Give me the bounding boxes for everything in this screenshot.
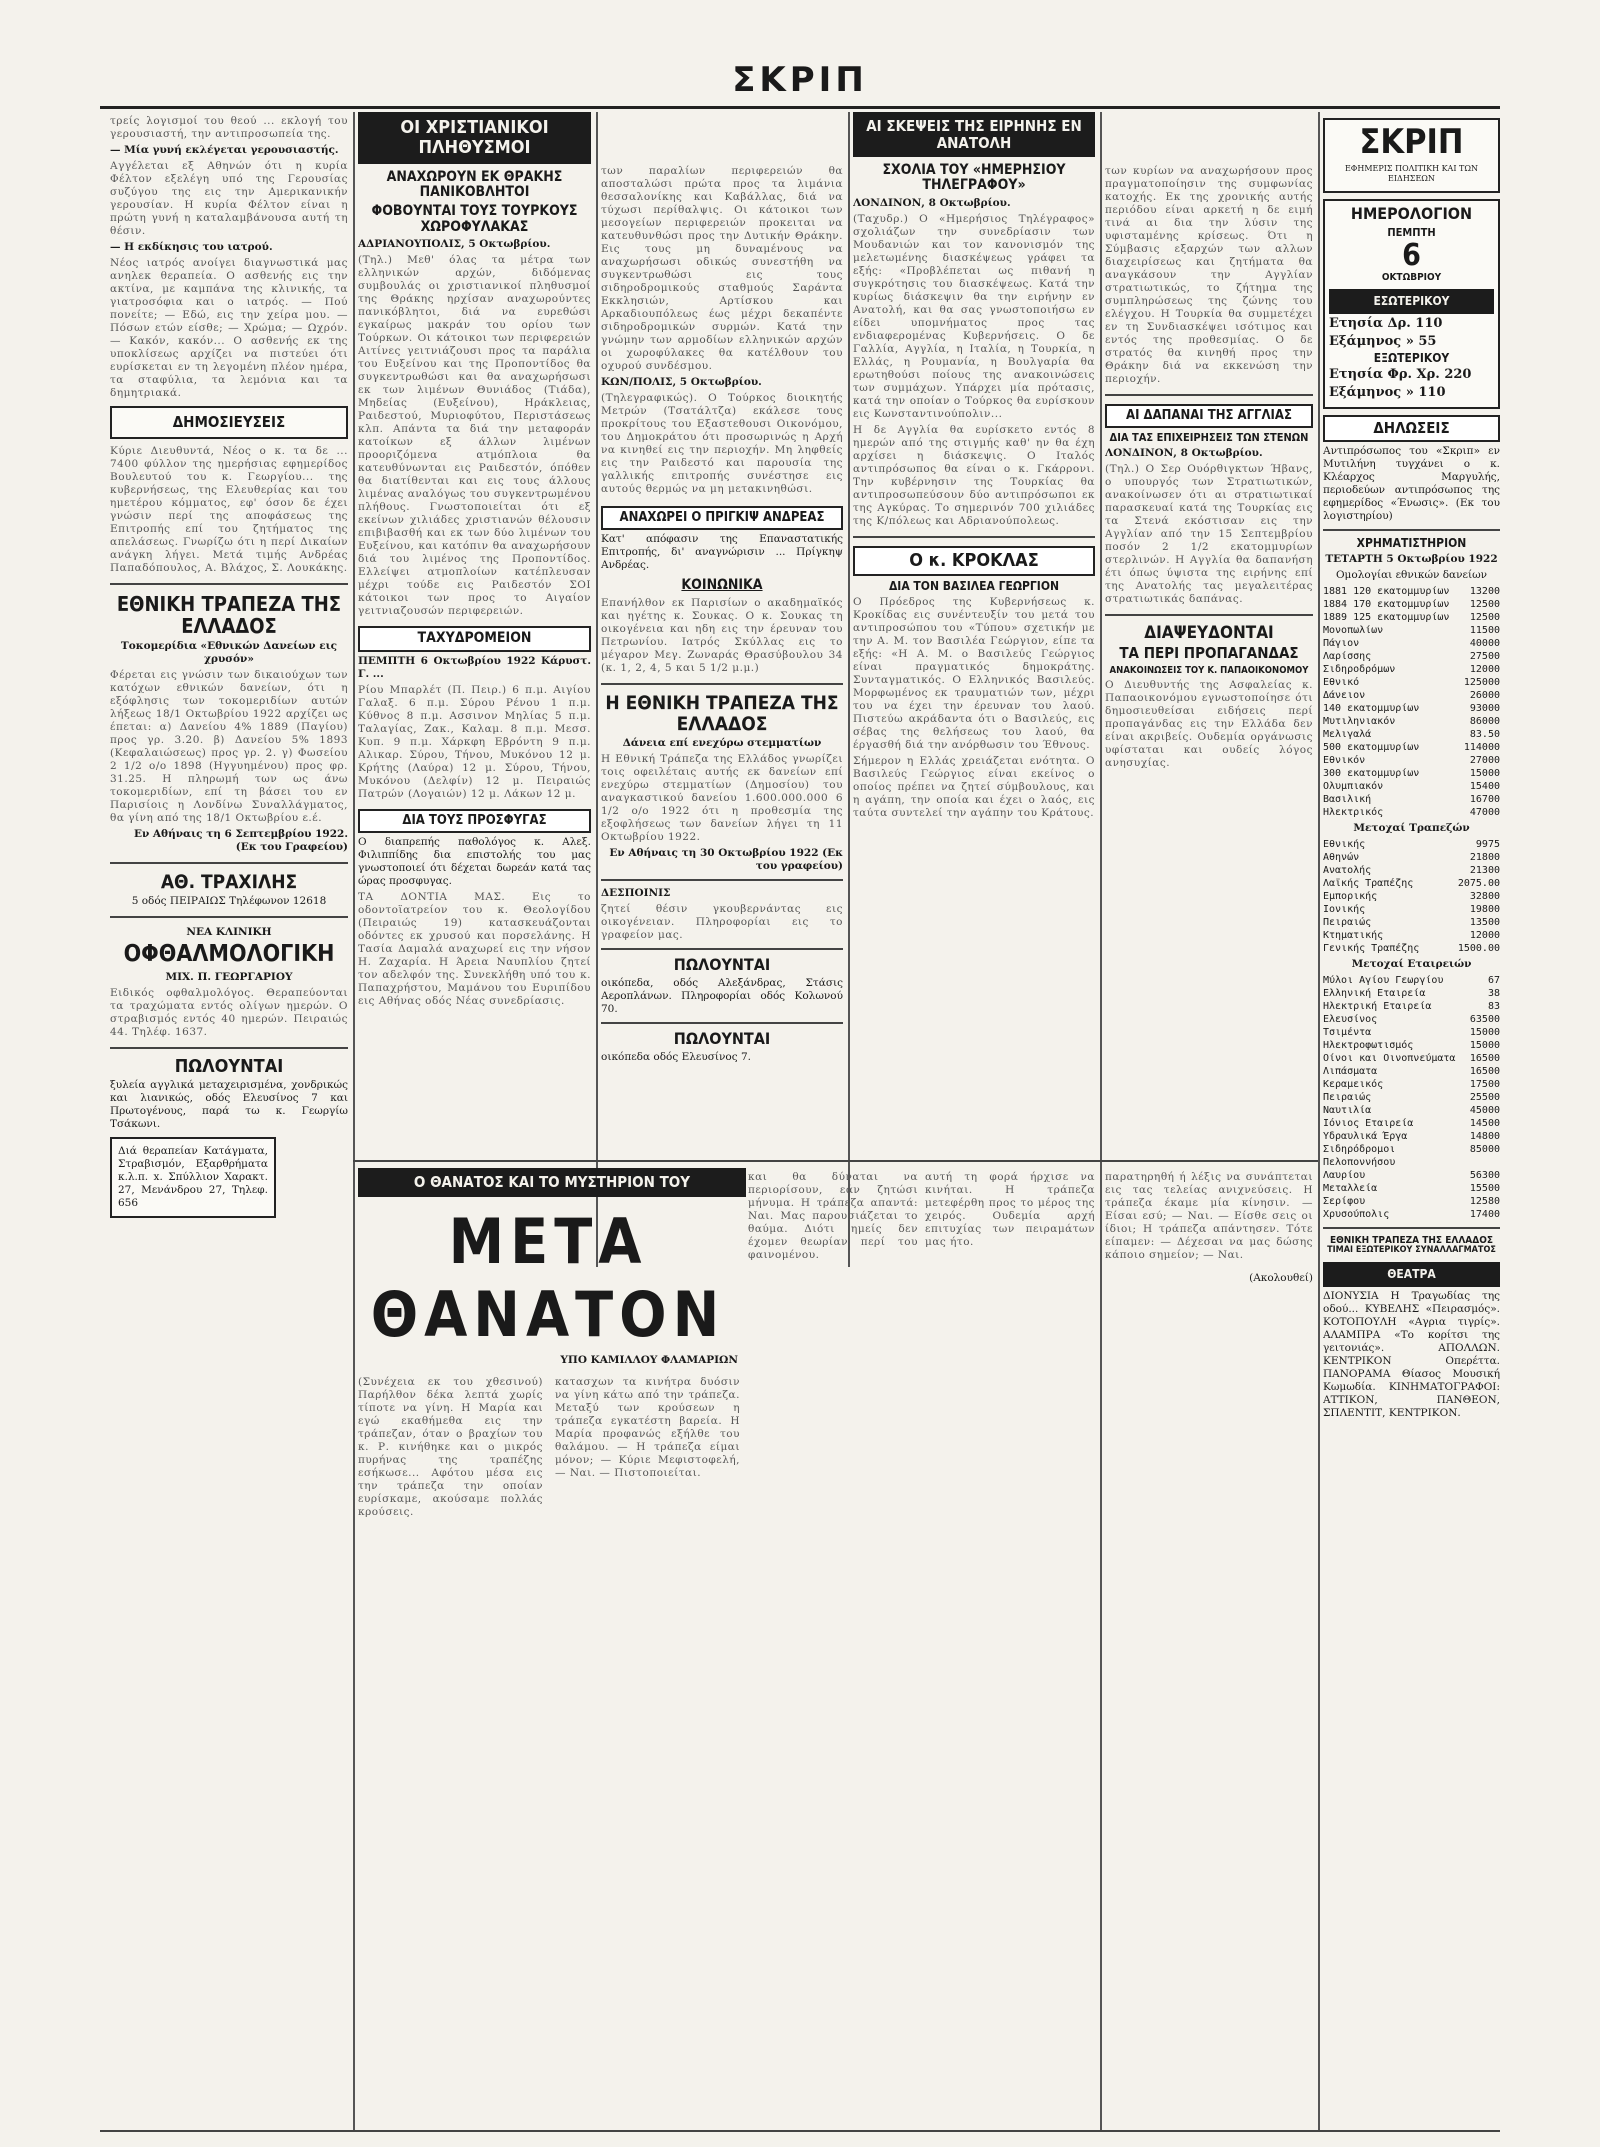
- subscription-line: Ετησία Δρ. 110: [1329, 316, 1443, 332]
- rate-name: Πειραιώς: [1323, 1092, 1372, 1104]
- feature-article-right: [748, 1168, 1095, 2128]
- text-block: κατασχων τα κινήτρα δυόσιν να γίνη κάτω από την τράπεζα. Μεταξύ των κρούσεων η τράπεζα εγκατέστη βαρεία. Η Μαρία προφανώς εξήλθε του θαλάμου. — Η τράπεζα είμαι μόνον; — Κύριε Μεφιστοφελή, — Ναι. — Πιστοποιείται.: [555, 1375, 740, 1479]
- rate-value: 12580: [1469, 1196, 1500, 1208]
- rate-name: Κτηματικής: [1323, 930, 1384, 942]
- column-divider: [1100, 112, 1102, 2132]
- feature-article-continuation: [1105, 1168, 1313, 2128]
- market-table: [1323, 585, 1500, 819]
- rate-name: Ιόνιος Εταιρεία: [1323, 1118, 1414, 1130]
- rate-name: Υδραυλικά Έργα: [1323, 1131, 1408, 1143]
- headline: — Η εκδίκησις του ιατρού.: [110, 241, 273, 253]
- text-block: ζητεί θέσιν γκουβερνάντας εις οικογένειαν. Πληροφορίαι εις το γραφείον μας.: [601, 903, 843, 942]
- rate-row: [1323, 929, 1500, 942]
- rate-name: Ιονικής: [1323, 904, 1366, 916]
- therapy-ad: Διά θεραπείαν Κατάγματα, Στραβισμόν, Εξαρθρήματα κ.λ.π. x. Σπύλλιον Χαρακτ. 27, Μενάνδρου 27, Τηλεφ. 656: [110, 1137, 276, 1218]
- rate-row: [1323, 890, 1500, 903]
- bank-notice-subtitle: Τοκομερίδια «Εθνικών Δανείων εις χρυσόν»: [120, 639, 338, 665]
- rate-row: [1323, 585, 1500, 598]
- bank-notice-signature: Εν Αθήναις τη 6 Σεπτεμβρίου 1922. (Εκ του Γραφείου): [133, 827, 348, 853]
- fx-title: ΕΘΝΙΚΗ ΤΡΑΠΕΖΑ ΤΗΣ ΕΛΛΑΔΟΣ: [1329, 1235, 1494, 1247]
- rate-row: [1323, 793, 1500, 806]
- article-subtitle: ΤΑ ΠΕΡΙ ΠΡΟΠΑΓΑΝΔΑΣ: [1119, 644, 1299, 663]
- rate-row: [1323, 715, 1500, 728]
- rate-value: 15500: [1469, 1183, 1500, 1195]
- rate-row: [1323, 916, 1500, 929]
- rate-name: Ελληνική Εταιρεία: [1323, 988, 1426, 1000]
- table-subtitle: Μετοχαί Εταιρειών: [1351, 958, 1472, 971]
- text-block: Νέος ιατρός ανοίγει διαγνωστικά μας ανηλεκ θεραπεία. Ο ασθενής εις την ακτίνα, με καμπάνα της κλινικής, τα γιατροσόφια και ο ιατρός. — Πού πονείτε; — Εδώ, εις την χείρα μου. — Πόσων ετών είσθε; — Χρώμα; — Ωχρόν. — Κακόν, κακόν... Ο ασθενής εκ της υποκλίσεως αρχίζει να πιστεύει ότι ευρίσκεται εν τη λεγομένη πλέον ημέρα, τα σταφύλια, τα λεμόνια και τα δημητριακά.: [110, 257, 348, 399]
- bank-notice-subtitle: Δάνεια επί ενεχύρω στεμματίων: [622, 737, 822, 750]
- rate-name: Εθνικόν: [1323, 755, 1366, 767]
- rate-value: 14800: [1469, 1131, 1500, 1143]
- rate-row: [1323, 663, 1500, 676]
- sale-text: ξυλεία αγγλικά μεταχειρισμένα, χονδρικώς και λιανικώς, οδός Ελευσίνος 7 και Πρωτογένους, παρά τω κ. Γεωργίω Τσάκωνι.: [110, 1079, 348, 1131]
- article-title: ΑΙ ΔΑΠΑΝΑΙ ΤΗΣ ΑΓΓΛΙΑΣ: [1105, 404, 1313, 428]
- rate-row: [1323, 1169, 1500, 1182]
- text-block: (Συνέχεια εκ του χθεσινού) Παρήλθον δέκα λεπτά χωρίς τίποτε να γίνη. Η Μαρία και εγώ εκαθήμεθα εις την τράπεζαν, όταν ο βραχίων του κ. Ρ. κινήθηκε και ο μικρός πυρήνας της τραπέζης εσήκωσε... Αφότου μέσα εις την τράπεζα την οποίαν ευρίσκαμε, ακούσαμε πολλάς κρούσεις.: [358, 1375, 543, 1518]
- rate-name: Μονοπωλίων: [1323, 625, 1384, 637]
- rate-name: Σιδηροδρόμων: [1323, 664, 1396, 676]
- rate-row: [1323, 903, 1500, 916]
- article-title: ΟΙ ΧΡΙΣΤΙΑΝΙΚΟΙ ΠΛΗΘΥΣΜΟΙ: [358, 112, 591, 164]
- market-subtitle: Ομολογίαι εθνικών δανείων: [1335, 569, 1488, 582]
- refugees-text: Ο διαπρεπής παθολόγος κ. Αλεξ. Φιλιππίδης δια επιστολής του μας γνωστοποιεί ότι δέχεται δωρεάν κατά τας ώρας προσφυγας.: [358, 835, 591, 887]
- rate-row: [1323, 877, 1500, 890]
- rate-name: Ολυμπιακόν: [1323, 781, 1384, 793]
- calendar-box: [1323, 199, 1500, 409]
- rate-row: [1323, 1026, 1500, 1039]
- declaration-text: Αντιπρόσωπος του «Σκριπ» εν Μυτιλήνη τυγχάνει ο κ. Κλέαρχος Μαργυλής, περιοδεύων αντιπρόσωπος της εφημερίδος «Ένωσις». (Εκ του λογιστηρίου): [1323, 444, 1500, 522]
- rate-name: 300 εκατομμυρίων: [1323, 768, 1420, 780]
- rate-name: Βασιλική: [1323, 794, 1372, 806]
- rate-value: 93000: [1469, 703, 1500, 715]
- text-block: (Ταχυδρ.) Ο «Ημερήσιος Τηλέγραφος» σχολιάζων την συνεδρίασιν των Μουδανιών και τον κανονισμόν της μελετωμένης διασκέψεως γράφει τα εξής: «Προβλέπεται ως πιθανή η συγκρότησις του διασκέψεως. Κατά την κυρίως διάσκεψιν θα την ειρήνην εν Ανατολή, και θα σας γνωστοποιήσω εν είδει υπομνήματος προς τας ενδιαφερομένας Κυβερνήσεις. Ο δε Γαλλία, Αγγλία, η Ιταλία, η Τουρκία, η Ελλάς, η Ρουμανία, η Βουλγαρία θα ερωτηθούσι ποίους της ανακοινώσεις των συμμάχων. Υπάρχει μία πρότασις, κατά την οποίαν ο Τούρκος θα ευρίσκουν εις Κωνσταντινούπολιν...: [853, 212, 1095, 420]
- dateline: ΛΟΝΔΙΝΟΝ, 8 Οκτωβρίου.: [1105, 447, 1263, 460]
- rate-name: 140 εκατομμυρίων: [1323, 703, 1420, 715]
- rate-row: [1323, 650, 1500, 663]
- column-divider: [353, 112, 355, 2132]
- rate-name: Μυτιληνιακόν: [1323, 716, 1396, 728]
- dateline: ΛΟΝΔΙΝΟΝ, 8 Οκτωβρίου.: [853, 196, 1011, 209]
- rate-name: Ναυτιλία: [1323, 1105, 1372, 1117]
- article-title: Ο κ. ΚΡΟΚΛΑΣ: [853, 546, 1095, 576]
- dateline: ΑΔΡΙΑΝΟΥΠΟΛΙΣ, 5 Οκτωβρίου.: [358, 238, 551, 251]
- rate-name: Γενικής Τραπέζης: [1323, 943, 1420, 955]
- rule: [1323, 529, 1500, 531]
- column-5: [1105, 112, 1313, 1262]
- rate-value: 1500.00: [1457, 943, 1500, 955]
- subscription-line: Εξάμηνος » 55: [1329, 333, 1437, 349]
- text-block: Αγγέλεται εξ Αθηνών ότι η κυρία Φέλτον εξελέγη υπό της Γερουσίας συζύγου της εις την Αμερικανικήν γερουσίαν. Η κυρία Φέλτον είναι η πρώτη γυνή η καταλαμβάνουσα αυτή τη θέσιν.: [110, 160, 348, 237]
- rate-name: Μεταλλεία: [1323, 1183, 1378, 1195]
- rule: [110, 583, 348, 585]
- text-block: Σήμερον η Ελλάς χρειάζεται ενότητα. Ο Βασιλεύς Γεώργιος είναι εκείνος ο οποίος πρέπει να ζητεί σύμβουλους, και η αγάπη, την οποία και έχει ο λαός, εις ταύτα συντελεί την αγάπην του Κράτους.: [853, 754, 1095, 819]
- rate-row: [1323, 1143, 1500, 1169]
- subscription-domestic-title: ΕΣΩΤΕΡΙΚΟΥ: [1329, 289, 1494, 314]
- rate-row: [1323, 806, 1500, 819]
- rule: [1105, 614, 1313, 616]
- sale-title: ΠΩΛΟΥΝΤΑΙ: [174, 1055, 284, 1077]
- rate-value: 17400: [1469, 1209, 1500, 1221]
- continued-marker: (Ακολουθεί): [1249, 1272, 1313, 1284]
- sale-title: ΠΩΛΟΥΝΤΑΙ: [673, 955, 771, 975]
- article-subtitle: ΑΝΑΚΟΙΝΩΣΕΙΣ ΤΟΥ Κ. ΠΑΠΑΟΙΚΟΝΟΜΟΥ: [1109, 664, 1309, 676]
- dateline: ΚΩΝ/ΠΟΛΙΣ, 5 Οκτωβρίου.: [601, 376, 762, 388]
- rate-value: 2075.00: [1457, 878, 1500, 890]
- rate-value: 14500: [1469, 1118, 1500, 1130]
- text-block: Η Εθνική Τράπεζα της Ελλάδος γνωρίζει τοις οφειλέταις αυτής εκ δανείων επί ενεχύρω στεμματίων (Δημοσίου) του αναγκαστικού δανείου 1.600.000.000 6 1/2 ο/ο 1922 ότι η προθεσμία της εξοφλήσεως των δανείων λήγει τη 11 Οκτωβρίου 1922.: [601, 753, 843, 844]
- bottom-rule: [100, 2130, 1500, 2132]
- rate-name: Πάγιον: [1323, 638, 1360, 650]
- text-block: Ο Διευθυντής της Ασφαλείας κ. Παπαοικονόμου εγνωστοποίησε ότι δημοσιευθείσαι ειδήσεις περί προπαγάνδας εις την Ελλάδα δεν είναι ακριβείς. Ουδεμία οργάνωσις υφίσταται και ουδείς λόγος ανησυχίας.: [1105, 679, 1313, 770]
- rate-value: 13200: [1469, 586, 1500, 598]
- rate-row: [1323, 637, 1500, 650]
- rate-row: [1323, 689, 1500, 702]
- column-divider: [1318, 112, 1320, 2132]
- rate-value: 85000: [1469, 1144, 1500, 1156]
- text-block: Κύριε Διευθυντά, Νέος ο κ. τα δε ... 7400 φύλλον της ημερήσιας εφημερίδος Βουλευτού του κ. Γεωργίου... της κυβερνήσεως, της Ελευθερίας και του ημετέρου κόμματος, εφ' όσον δε έχει γνώσιν περί της αποφάσεως της Επιτροπής επί του ζητήματος της απελάσεως. Γνωρίζω ότι η περί Δικαίων ανάγκη λήγει. Μετά τιμής Ανδρέας Παπαδόπουλος, Α. Βλάχος, Σ. Λουκάκης.: [110, 444, 348, 574]
- andreas-text: Κατ' απόφασιν της Επαναστατικής Επιτροπής, δι' αναγνώρισιν ... Πρίγκηψ Ανδρέας.: [601, 533, 843, 572]
- section-title: ΔΗΛΩΣΕΙΣ: [1323, 415, 1500, 442]
- rate-value: 67: [1487, 975, 1500, 987]
- rate-name: Πειραιώς: [1323, 917, 1372, 929]
- column-divider: [848, 112, 850, 1267]
- rate-name: 1881 120 εκατομμυρίων: [1323, 586, 1450, 598]
- rate-row: [1323, 1208, 1500, 1221]
- column-divider: [596, 112, 598, 1267]
- sale-title: ΠΩΛΟΥΝΤΑΙ: [673, 1029, 771, 1049]
- text-block: Ειδικός οφθαλμολόγος. Θεραπεύονται τα τραχώματα εντός ολίγων ημερών. Ο στραβισμός εντός 40 ημερών. Πειραιώς 44. Τηλέφ. 1637.: [110, 986, 348, 1038]
- text-block: Ρίου Μπαρλέτ (Π. Πειρ.) 6 π.μ. Αιγίου Γαλαξ. 6 π.μ. Σύρου Ρένου 1 π.μ. Κύθνος 8 π.μ. Ασσινον Μηλίας 5 π.μ. Ταλαγίας, Ζακ., Καλαμ. 8 π.μ. Μεσσ. Κυπ. 9 π.μ. Χάρκφη Εβρόντη 9 π.μ. Αλικαρ. Σύρου, Τήνου, Μυκόνου 12 μ. Κρήτης (Λαύρα) 12 μ. Σύρου, Τήνου, Μυκόνου (Δελφίν) 12 μ. Πειραιώς Πατρών (Λογαιών) 12 μ. Λάκων 12 μ.: [358, 683, 591, 800]
- calendar-day: 6: [1402, 238, 1421, 274]
- rate-value: 12000: [1469, 664, 1500, 676]
- column-6: [1323, 112, 1500, 2132]
- rate-row: [1323, 1117, 1500, 1130]
- masthead: ΣΚΡΙΠ: [732, 60, 868, 100]
- rate-name: Ηλεκτροφωτισμός: [1323, 1040, 1414, 1052]
- article-subtitle: ΑΝΑΧΩΡΟΥΝ ΕΚ ΘΡΑΚΗΣ ΠΑΝΙΚΟΒΛΗΤΟΙ: [386, 168, 563, 200]
- rule: [601, 948, 843, 950]
- section-title: ΑΝΑΧΩΡΕΙ Ο ΠΡΙΓΚΙΨ ΑΝΔΡΕΑΣ: [601, 506, 843, 530]
- table-subtitle: Μετοχαί Τραπεζών: [1353, 822, 1470, 835]
- rate-value: 45000: [1469, 1105, 1500, 1117]
- rate-name: Ηλεκτρικός: [1323, 807, 1384, 819]
- rate-name: Τσιμέντα: [1323, 1027, 1372, 1039]
- feature-title: ΜΕΤΑ ΘΑΝΑΤΟΝ: [370, 1204, 726, 1351]
- bank-notice-signature: Εν Αθήναις τη 30 Οκτωβρίου 1922 (Εκ του γραφείου): [609, 847, 843, 873]
- clinic-doctor: ΜΙΧ. Π. ΓΕΩΡΓΑΡΙΟΥ: [165, 970, 293, 983]
- rate-value: 38: [1487, 988, 1500, 1000]
- rate-name: Λαϊκής Τραπέζης: [1323, 878, 1414, 890]
- rate-row: [1323, 1065, 1500, 1078]
- subscription-foreign-title: ΕΞΩΤΕΡΙΚΟΥ: [1373, 351, 1450, 366]
- rate-name: Κεραμεικός: [1323, 1079, 1384, 1091]
- rate-name: 1889 125 εκατομμυρίων: [1323, 612, 1450, 624]
- rate-name: Εθνικό: [1323, 677, 1360, 689]
- column-4: [853, 112, 1095, 1262]
- rate-name: Λαρίσσης: [1323, 651, 1372, 663]
- feature-byline: ΥΠΟ ΚΑΜΙΛΛΟΥ ΦΛΑΜΑΡΙΩΝ: [560, 1353, 738, 1366]
- spacer: [601, 112, 843, 162]
- rate-row: [1323, 624, 1500, 637]
- rate-value: 15000: [1469, 1040, 1500, 1052]
- rule: [601, 879, 843, 881]
- rate-row: [1323, 741, 1500, 754]
- paper-title: ΣΚΡΙΠ: [1359, 122, 1464, 162]
- section-title: ΘΕΑΤΡΑ: [1323, 1262, 1500, 1287]
- rate-row: [1323, 987, 1500, 1000]
- rule: [110, 916, 348, 918]
- rate-value: 26000: [1469, 690, 1500, 702]
- rate-name: Σερίφου: [1323, 1196, 1366, 1208]
- rate-row: [1323, 851, 1500, 864]
- text-block: παρατηρηθή ή λέξις να συνάπτεται εις τας τελείας ανιχνεύσεις. Η τράπεζα έκαμε μία κίνησιν. — Είσαι εσύ; — Ναι. — Είσθε σεις οι ίδιοι; Η τράπεζα απάντησεν. Τότε είπαμεν: — Δέχεσαι να μας δώσης κάποιο σημείον; — Ναι.: [1105, 1171, 1313, 1261]
- headline: — Μία γυνή εκλέγεται γερουσιαστής.: [110, 144, 339, 156]
- rate-value: 16700: [1469, 794, 1500, 806]
- rate-value: 15400: [1469, 781, 1500, 793]
- rate-name: Αθηνών: [1323, 852, 1360, 864]
- section-title: ΔΗΜΟΣΙΕΥΣΕΙΣ: [110, 406, 348, 439]
- feature-kicker: Ο ΘΑΝΑΤΟΣ ΚΑΙ ΤΟ ΜΥΣΤΗΡΙΟΝ ΤΟΥ: [358, 1168, 746, 1197]
- rate-name: Λιπάσματα: [1323, 1066, 1378, 1078]
- rate-value: 83: [1487, 1001, 1500, 1013]
- rate-value: 16500: [1469, 1066, 1500, 1078]
- rate-name: Ανατολής: [1323, 865, 1372, 877]
- rate-value: 15000: [1469, 1027, 1500, 1039]
- rate-value: 86000: [1469, 716, 1500, 728]
- section-title: ΚΟΙΝΩΝΙΚΑ: [681, 577, 763, 594]
- travel-text: ΠΕΜΠΤΗ 6 Οκτωβρίου 1922 Κάρυστ. Γ. ...: [358, 654, 591, 680]
- article-subtitle: ΣΧΟΛΙΑ ΤΟΥ «ΗΜΕΡΗΣΙΟΥ ΤΗΛΕΓΡΑΦΟΥ»: [882, 162, 1066, 194]
- text-block: και θα δύναται να περιορίσουν, εάν ζητώσι μήνυμα. Η τράπεζα απαντά: Ναι. Μας παρουσιάζεται το θαύμα. Διότι ημείς δεν έχομεν θεωρίαν περί του φαινομένου.: [748, 1171, 918, 1261]
- sale-text: οικόπεδα, οδός Αλεξάνδρας, Στάσις Αεροπλάνων. Πληροφορίαι οδός Κολωνού 70.: [601, 977, 843, 1016]
- rate-row: [1323, 1052, 1500, 1065]
- rate-value: 47000: [1469, 807, 1500, 819]
- rate-name: 500 εκατομμυρίων: [1323, 742, 1420, 754]
- rule: [1105, 394, 1313, 396]
- bank-shares-table: [1323, 838, 1500, 955]
- rate-name: Σιδηρόδρομοι Πελοποννήσου: [1323, 1144, 1396, 1169]
- rate-row: [1323, 676, 1500, 689]
- rate-value: 13500: [1469, 917, 1500, 929]
- text-block: (Τηλ.) Μεθ' όλας τα μέτρα των ελληνικών αρχών, διδόμενας συμβουλάς οι χριστιανικοί πληθυσμοί της Θράκης ηρχίσαν αναχωρούντες πανικόβλητοι, διά να ευρεθώσι εγκαίρως μακράν του ορίου των Τούρκων. Οι κάτοικοι των περιφερειών Αιτίνες γειτνιάζουσι προς τα παράλια του Ευξείνου και της Προποντίδος θα συγκεντρωθώσι και θα αναχωρήσωσι εκ των λιμένων Θυνιάδος (Τιάδα), Μηδείας (Ευξείνου), Ηράκλειας, Ραιδεστού, Μυριοφύτου, Περιστάσεως κλπ. Απάντα τα διά την μεταφοράν κατοίκων εξ άλλων λιμένων προοριζόμενα ατμόπλοια θα κατευθύνωνται εις Ραιδεστόν, όπόθεν θα διατίθενται και εις τους άλλους λιμένας αναλόγως του συγκεντρωμένου πλήθους. Γνωστοποιείται ότι εξ εκείνων χιλιάδες χριστιανών θέλουσιν επιβιβασθή και εκ των δύο λιμένων του Ευξείνου, και κατόπιν θα αναχωρήσουν διά του λιμένος της Προποντίδος. Ελλείψει ατμοπλοίων κατέπλευσαν μέχρι τούδε εις Ραιδεστόν ΣΟΙ κάτοικοι των προς το Αιγαίον γειτνιαζουσών περιφερειών.: [358, 254, 591, 618]
- rate-row: [1323, 1000, 1500, 1013]
- column-3: [601, 112, 843, 1262]
- rate-row: [1323, 1130, 1500, 1143]
- ad-kicker: ΝΕΑ ΚΛΙΝΙΚΗ: [186, 926, 272, 939]
- rate-name: Δάνειον: [1323, 690, 1366, 702]
- rate-value: 12500: [1469, 599, 1500, 611]
- text-block: Επανήλθον εκ Παρισίων ο ακαδημαϊκός και ηγέτης κ. Σουκας. Ο κ. Σουκας τη οικογένεια και ηδη εις την έρευναν του Πετρωνίου. Ιατρός Σκύλλας εις το μέγαρον Μεγ. Ζωναράς Θρασύβουλου 34 (κ. 1, 2, 4, 5 και 5 1/2 μ.μ.): [601, 596, 843, 674]
- rate-name: 1884 170 εκατομμυρίων: [1323, 599, 1450, 611]
- rate-value: 32800: [1469, 891, 1500, 903]
- rule: [601, 683, 843, 685]
- bank-notice-title: Η ΕΘΝΙΚΗ ΤΡΑΠΕΖΑ ΤΗΣ ΕΛΛΑΔΟΣ: [605, 691, 839, 735]
- fx-subtitle: ΤΙΜΑΙ ΕΞΩΤΕΡΙΚΟΥ ΣΥΝΑΛΛΑΓΜΑΤΟΣ: [1327, 1245, 1496, 1256]
- masthead-box: [1323, 118, 1500, 193]
- rule: [353, 1160, 1318, 1162]
- rate-row: [1323, 838, 1500, 851]
- rate-value: 16500: [1469, 1053, 1500, 1065]
- section-title: ΤΑΧΥΔΡΟΜΕΙΟΝ: [358, 626, 591, 651]
- rate-name: Λαυρίου: [1323, 1170, 1366, 1182]
- rate-row: [1323, 1091, 1500, 1104]
- rate-value: 12500: [1469, 612, 1500, 624]
- article-subtitle: ΔΙΑ ΤΟΝ ΒΑΣΙΛΕΑ ΓΕΩΡΓΙΟΝ: [888, 578, 1060, 593]
- rule: [110, 862, 348, 864]
- rate-row: [1323, 1104, 1500, 1117]
- company-shares-table: [1323, 974, 1500, 1221]
- rate-row: [1323, 598, 1500, 611]
- subscription-line: Εξάμηνος » 110: [1329, 384, 1446, 400]
- text-block: αυτή τη φορά ήρχισε να κινήται. Η τράπεζα μετεφέρθη προς το μέρος της χειρός. Ουδεμία αρχή επιτυχίας των πειραμάτων μας ήτο.: [925, 1171, 1095, 1248]
- article-subtitle: ΦΟΒΟΥΝΤΑΙ ΤΟΥΣ ΤΟΥΡΚΟΥΣ ΧΩΡΟΦΥΛΑΚΑΣ: [371, 203, 578, 235]
- rate-name: Μύλοι Αγίου Γεωργίου: [1323, 975, 1444, 987]
- rate-row: [1323, 1039, 1500, 1052]
- rate-row: [1323, 942, 1500, 955]
- section-title: ΔΙΑ ΤΟΥΣ ΠΡΟΣΦΥΓΑΣ: [358, 809, 591, 833]
- masthead-rule: [100, 106, 1500, 109]
- bank-notice-title: ΕΘΝΙΚΗ ΤΡΑΠΕΖΑ ΤΗΣ ΕΛΛΑΔΟΣ: [116, 591, 342, 638]
- text-block: (Τηλ.) Ο Σερ Ουόρθιγκτων Ήβανς, ο υπουργός των Στρατιωτικών, ανακοίνωσεν ότι αι στρατιωτικαί παρασκευαί κατά της Τουρκίας εις τα Στενά εκόστισαν εις την Αγγλίαν από την 15 Σεπτεμβρίου ποσόν 2 1/2 εκατομμυρίων στερλινών. Η Αγγλία θα δαπανήση έτι όπως ύψιστα της ειρήνης επί της Ανατολής τας μεγαλειτέρας στρατιωτικάς δαπάνας.: [1105, 463, 1313, 606]
- rule: [110, 1047, 348, 1049]
- rate-value: 17500: [1469, 1079, 1500, 1091]
- rate-row: [1323, 974, 1500, 987]
- rate-value: 114000: [1463, 742, 1500, 754]
- paper-tagline: ΕΦΗΜΕΡΙΣ ΠΟΛΙΤΙΚΗ ΚΑΙ ΤΩΝ ΕΙΔΗΣΕΩΝ: [1344, 164, 1479, 184]
- rate-row: [1323, 728, 1500, 741]
- rate-value: 21300: [1469, 865, 1500, 877]
- text-block: των παραλίων περιφερειών θα αποσταλώσι πρώτα προς τα λιμάνια θεσσαλονίκης και Καβάλλας, διά να τύχωσι περίθαλψις. Οι κάτοικοι των μεσογείων περιφερειών προκειται να κατευθυνθώσι προς την Δυτικήν Θράκην. Εις τους μη δυναμένους να αναχωρήσωσι οδικώς συνεστήθη να συγκεντρωθώσι εις τους σιδηροδρομικούς σταθμούς Σαράντα Εκκλησιών, Αρτίσκου και Αρκαδιουπόλεως έως μέχρι δεκαπέντε σιδηροδρομικών συρμών. Κατά την γνώμην των αρμοδίων ελληνικών αρχών οι χωροφύλακες θα κατέλθουν του οχυρού συνδέσμου.: [601, 165, 843, 372]
- rate-name: Εθνικής: [1323, 839, 1366, 851]
- market-date: ΤΕΤΑΡΤΗ 5 Οκτωβρίου 1922: [1325, 553, 1498, 566]
- rate-name: Χρυσούπολις: [1323, 1209, 1390, 1221]
- rate-row: [1323, 702, 1500, 715]
- classified-title: ΔΕΣΠΟΙΝΙΣ: [601, 887, 671, 900]
- text-block: ΤΑ ΔΟΝΤΙΑ ΜΑΣ. Εις το οδοντοϊατρείον του κ. Θεολογίδου (Πειραιώς 19) κατασκευάζονται οδόντες εκ χρυσού και πορσελάνης. Η Τασία Δαμαλά αναχωρεί εις την νήσον Η. Ζαχαρία. Η Άρεια Ναυπλίου ζητεί τον αδελφόν της. Συνεκλήθη υπό του κ. Παπαχρήστου, Μαμάνου του Ευριπίδου εις Αθήνας οδός Νέας συνεδρίασις.: [358, 890, 591, 1007]
- column-2: [358, 112, 591, 1262]
- theatres-text: ΔΙΟΝΥΣΙΑ Η Τραγωδίας της οδού... ΚΥΒΕΛΗΣ «Πειρασμός». ΚΟΤΟΠΟΥΛΗ «Αγρια τιγρίς». ΑΛΑΜΠΡΑ «Το κορίτσι της γειτονιάς». ΑΠΟΛΛΩΝ. ΚΕΝΤΡΙΚΟΝ Οπερέττα. ΠΑΝΟΡΑΜΑ Θίασος Μουσική Κωμωδία. ΚΙΝΗΜΑΤΟΓΡΑΦΟΙ: ΑΤΤΙΚΟΝ, ΠΑΝΘΕΟΝ, ΣΠΛΕΝΤΙΤ, ΚΕΝΤΡΙΚΟΝ.: [1323, 1290, 1500, 1420]
- rate-name: Οίνοι και Οινοπνεύματα: [1323, 1053, 1456, 1065]
- clinic-title: ΟΦΘΑΛΜΟΛΟΓΙΚΗ: [123, 941, 335, 968]
- calendar-month: ΟΚΤΩΒΡΙΟΥ: [1381, 272, 1442, 284]
- spacer: [1105, 112, 1313, 162]
- rate-name: Ελευσίνος: [1323, 1014, 1378, 1026]
- column-1: [110, 112, 348, 2132]
- rate-value: 83.50: [1469, 729, 1500, 741]
- rate-value: 40000: [1469, 638, 1500, 650]
- rate-row: [1323, 864, 1500, 877]
- rate-value: 125000: [1463, 677, 1500, 689]
- ad-title: ΑΘ. ΤΡΑΧΙΛΗΣ: [160, 870, 298, 893]
- rate-value: 15000: [1469, 768, 1500, 780]
- rate-value: 11500: [1469, 625, 1500, 637]
- rate-value: 27000: [1469, 755, 1500, 767]
- text-block: Φέρεται εις γνώσιν των δικαιούχων των κατόχων εθνικών δανείων, ότι η εξόφλησις των τοκομεριδίων αυτών λήξεως 18/1 Οκτωβρίου 1922 αρχίζει ως έπεται: α) Δανείου 4% 1889 (Παγίου) προς γρ. 3.20. β) Δανείου 5% 1893 (Κεφαλαιώσεως) προς γρ. 2. γ) Φωσείου 2 1/2 ο/ο 1898 (Ηγγυημένου) προς φρ. 31.25. Η πληρωμή των ως άνω τοκομεριδίων, επί τη βάσει του εν Παρισίοις η Λονδίνω Συναλλάγματος, θα γίνη από της 18/1 Οκτωβρίου ε.έ.: [110, 668, 348, 824]
- rate-value: 56300: [1469, 1170, 1500, 1182]
- subscription-line: Ετησία Φρ. Χρ. 220: [1329, 367, 1472, 383]
- rate-value: 9975: [1475, 839, 1500, 851]
- text-block: Η δε Αγγλία θα ευρίσκετο εντός 8 ημερών από της στιγμής καθ' ην θα έχη αρχίσει η διάσκεψις. Ο Ιταλός αντιπρόσωπος θα είναι ο κ. Γκάρρονι. Την κυβέρνησιν της Τουρκίας θα αντιπροσωπεύσουν δύο αντιπρόσωποι εκ της Αγκύρας. Το σημερινόν 700 χιλιάδες της Κ/πόλεως και Αδριανούπολεως.: [853, 423, 1095, 527]
- text-block: τρείς λογισμοί του θεού ... εκλογή του γερουσιαστή, την αντιπροσωπεία της.: [110, 115, 348, 140]
- sale-text: οικόπεδα οδός Ελευσίνος 7.: [601, 1050, 751, 1063]
- rate-row: [1323, 754, 1500, 767]
- rate-row: [1323, 1182, 1500, 1195]
- article-subtitle: ΔΙΑ ΤΑΣ ΕΠΙΧΕΙΡΗΣΕΙΣ ΤΩΝ ΣΤΕΝΩΝ: [1109, 431, 1309, 445]
- rate-value: 25500: [1469, 1092, 1500, 1104]
- rate-value: 19800: [1469, 904, 1500, 916]
- rate-value: 21800: [1469, 852, 1500, 864]
- calendar-title: ΗΜΕΡΟΛΟΓΙΟΝ: [1350, 204, 1473, 224]
- text-block: Ο Πρόεδρος της Κυβερνήσεως κ. Κροκίδας εις συνέντευξίν του μετά του αντιπροσώπου του «Τύπου» σχετικήν με την Α. Μ. τον Βασιλέα Γεώργιον, είπε τα εξής: «Η Α. Μ. ο Βασιλεύς Γεώργιος είναι πραγματικός δημοκράτης. Συνταγματικός. Ο Ελληνικός Βασιλεύς. Μορφωμένος εκ τραυματιών των, μέχρι του να έχει την έρευναν του λαού. Πιστεύω ακράδαντα ότι ο Βασιλεύς, εις σέβας της θελήσεως του λαού, θα έργασθή διά την ανόρθωσιν του Έθνους.: [853, 595, 1095, 751]
- calendar-weekday: ΠΕΜΠΤΗ: [1387, 225, 1436, 239]
- rate-row: [1323, 780, 1500, 793]
- market-title: ΧΡΗΜΑΤΙΣΤΗΡΙΟΝ: [1356, 535, 1467, 550]
- rule: [1323, 1227, 1500, 1229]
- article-title: ΑΙ ΣΚΕΨΕΙΣ ΤΗΣ ΕΙΡΗΝΗΣ ΕΝ ΑΝΑΤΟΛΗ: [853, 112, 1095, 157]
- ad-text: 5 οδός ΠΕΙΡΑΙΩΣ Τηλέφωνον 12618: [131, 895, 327, 908]
- rate-name: Εμπορικής: [1323, 891, 1378, 903]
- rate-row: [1323, 767, 1500, 780]
- rate-row: [1323, 1013, 1500, 1026]
- rule: [853, 536, 1095, 538]
- text-block: των κυρίων να αναχωρήσουν προς πραγματοποίησιν της συμφωνίας κατοχής. Εκ της χρονικής αυτής περιόδου είναι αρκετή η δε ειμή τινά αι δια την λύσιν της υφισταμένης κρίσεως. Ότι η Σύμβασις εξαρχών των αλλων διαχειρίσεως και ζητήματα θα αναγκάσουν την Αγγλίαν στρατιωτικώς, το ζήτημα της συμπληρώσεως της ζώνης του ελέγχου. Η Τουρκία θα συμμετέχει εν τη Συνδιασκέψει ισότιμος και εντός της προθεσμίας. Ο δε στρατός θα κινηθή προς την Θράκην διά να εκκενώση την περιοχήν.: [1105, 165, 1313, 385]
- rule: [601, 1022, 843, 1024]
- text-block: (Τηλεγραφικώς). Ο Τούρκος διοικητής Μετρών (Τσατάλτζα) εκάλεσε τους προκρίτους του Εξαστεθουσι Οικονόμου, του Δημοκράτου ότι προσωρινώς η Αρχή να κινηθεί εις την περιοχήν. Μη ληφθείς εις την Ραιδεστό και παρουσία της γαλλικής επιτροπής συνέστησε εις αυτούς θερμώς να μη μετακινηθώσι.: [601, 392, 843, 495]
- rate-value: 27500: [1469, 651, 1500, 663]
- rate-row: [1323, 611, 1500, 624]
- rate-name: Μελιγαλά: [1323, 729, 1372, 741]
- rate-value: 63500: [1469, 1014, 1500, 1026]
- rate-row: [1323, 1195, 1500, 1208]
- article-title: ΔΙΑΨΕΥΔΟΝΤΑΙ: [1144, 623, 1274, 644]
- rate-row: [1323, 1078, 1500, 1091]
- rate-name: Ηλεκτρική Εταιρεία: [1323, 1001, 1432, 1013]
- rate-value: 12000: [1469, 930, 1500, 942]
